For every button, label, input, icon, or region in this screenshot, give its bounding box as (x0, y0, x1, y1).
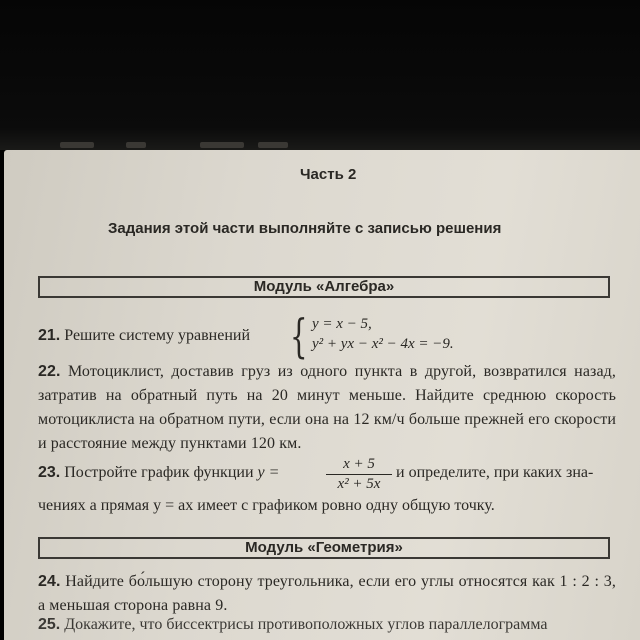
problem-21 (38, 327, 250, 345)
problem-23-text-after: и определите, при каких зна- (396, 464, 594, 481)
system-brace: { (290, 309, 308, 363)
problem-22 (38, 360, 616, 456)
fraction-numerator: x + 5 (343, 456, 375, 472)
problem-25-partial (38, 616, 548, 634)
problem-text: Мотоциклист, доставив груз из одного пункта в другой, возвратился назад, затратив на обратный путь на 20 минут меньше. Найдите среднюю скорость мотоциклиста на обратном пути, если она на 12 км/ч больше прежней его скорости и расстояние между пунктами 120 км. (38, 363, 616, 452)
instruction-heading: Задания этой части выполняйте с записью решения (108, 220, 502, 237)
module-algebra-header: Модуль «Алгебра» (38, 276, 610, 298)
equation-1: y = x − 5, (312, 316, 372, 332)
problem-text: Постройте график функции (64, 464, 254, 481)
problem-number: 23. (38, 464, 61, 481)
problem-number: 24. (38, 573, 61, 590)
problem-number: 21. (38, 327, 61, 344)
problem-text: Найдите бо́льшую сторону треугольника, если его углы относятся как 1 : 2 : 3, а меньшая сторона равна 9. (38, 573, 616, 614)
part-title: Часть 2 (300, 166, 357, 183)
equation-2: y² + yx − x² − 4x = −9. (312, 336, 454, 352)
problem-23-line1 (38, 464, 279, 482)
problem-number: 25. (38, 616, 61, 633)
problem-text: Решите систему уравнений (64, 327, 251, 344)
problem-number: 22. (38, 363, 61, 380)
dark-background (0, 0, 640, 150)
fraction-denominator: x² + 5x (337, 476, 381, 492)
problem-text: Докажите, что биссектрисы противоположных углов параллелограмма (64, 616, 548, 633)
problem-23-line2: чениях a прямая y = ax имеет с графиком ровно одну общую точку. (38, 497, 495, 514)
function-fraction (326, 456, 392, 493)
problem-24 (38, 570, 616, 618)
fraction-bar (326, 474, 392, 475)
function-lhs: y = (257, 464, 280, 481)
module-geometry-header: Модуль «Геометрия» (38, 537, 610, 559)
